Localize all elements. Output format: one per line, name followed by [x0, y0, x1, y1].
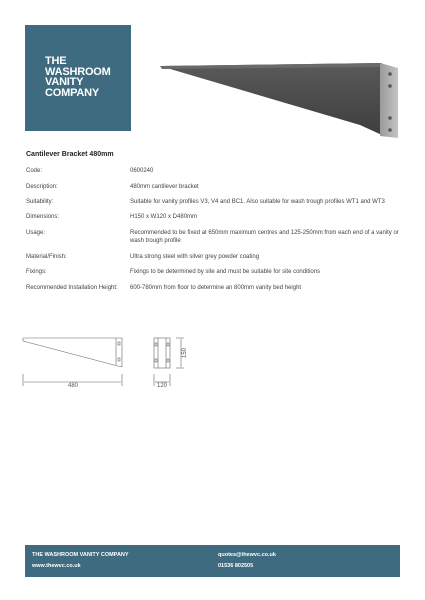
spec-value: H150 x W120 x D480mm — [130, 214, 198, 220]
logo-line: WASHROOM — [45, 65, 111, 78]
depth-dimension-label: 480 — [67, 383, 79, 389]
spec-label: Dimensions: — [26, 214, 60, 220]
spec-value: 600-780mm from floor to determine an 800mm vanity bed height — [130, 285, 302, 291]
logo-line: THE — [45, 55, 67, 67]
spec-value: Ultra strong steel with silver grey powder coating — [130, 254, 260, 260]
spec-label: Recommended Installation Height: — [26, 285, 118, 291]
spec-label: Usage: — [26, 230, 46, 236]
spec-label: Fixings: — [26, 269, 47, 275]
product-photo — [160, 60, 405, 140]
footer-email-link[interactable]: quotes@thewvc.co.uk — [218, 552, 276, 558]
footer-bar — [25, 545, 400, 577]
logo-wordmark — [45, 56, 111, 98]
spec-value: Recommended to be fixed at 650mm maximum centres and 125-250mm from each end of a vanity or wash trough profile — [130, 230, 399, 244]
spec-value: Fixings to be determined by site and must be suitable for site conditions — [130, 269, 321, 275]
footer-company: THE WASHROOM VANITY COMPANY — [32, 552, 129, 558]
spec-value: 480mm cantilever bracket — [130, 184, 199, 190]
spec-label: Description: — [26, 184, 58, 190]
logo-line: VANITY — [45, 76, 84, 88]
company-logo — [25, 25, 131, 131]
spec-value: Suitable for vanity profiles V3, V4 and BC1. Also suitable for wash trough profiles WT1 and WT3 — [130, 199, 385, 205]
front-elevation-drawing — [148, 330, 198, 390]
spec-label: Code: — [26, 168, 43, 174]
product-title: Cantilever Bracket 480mm — [26, 151, 114, 158]
footer-phone: 01536 802505 — [218, 563, 254, 569]
logo-line: COMPANY — [45, 86, 100, 99]
spec-label: Suitability: — [26, 199, 54, 205]
spec-value: 0600240 — [130, 168, 154, 174]
side-elevation-drawing — [20, 330, 130, 390]
width-dimension-label: 120 — [156, 383, 168, 389]
spec-label: Material/Finish: — [26, 254, 67, 260]
height-dimension-label: 150 — [182, 347, 188, 359]
footer-website-link[interactable]: www.thewvc.co.uk — [32, 563, 81, 569]
